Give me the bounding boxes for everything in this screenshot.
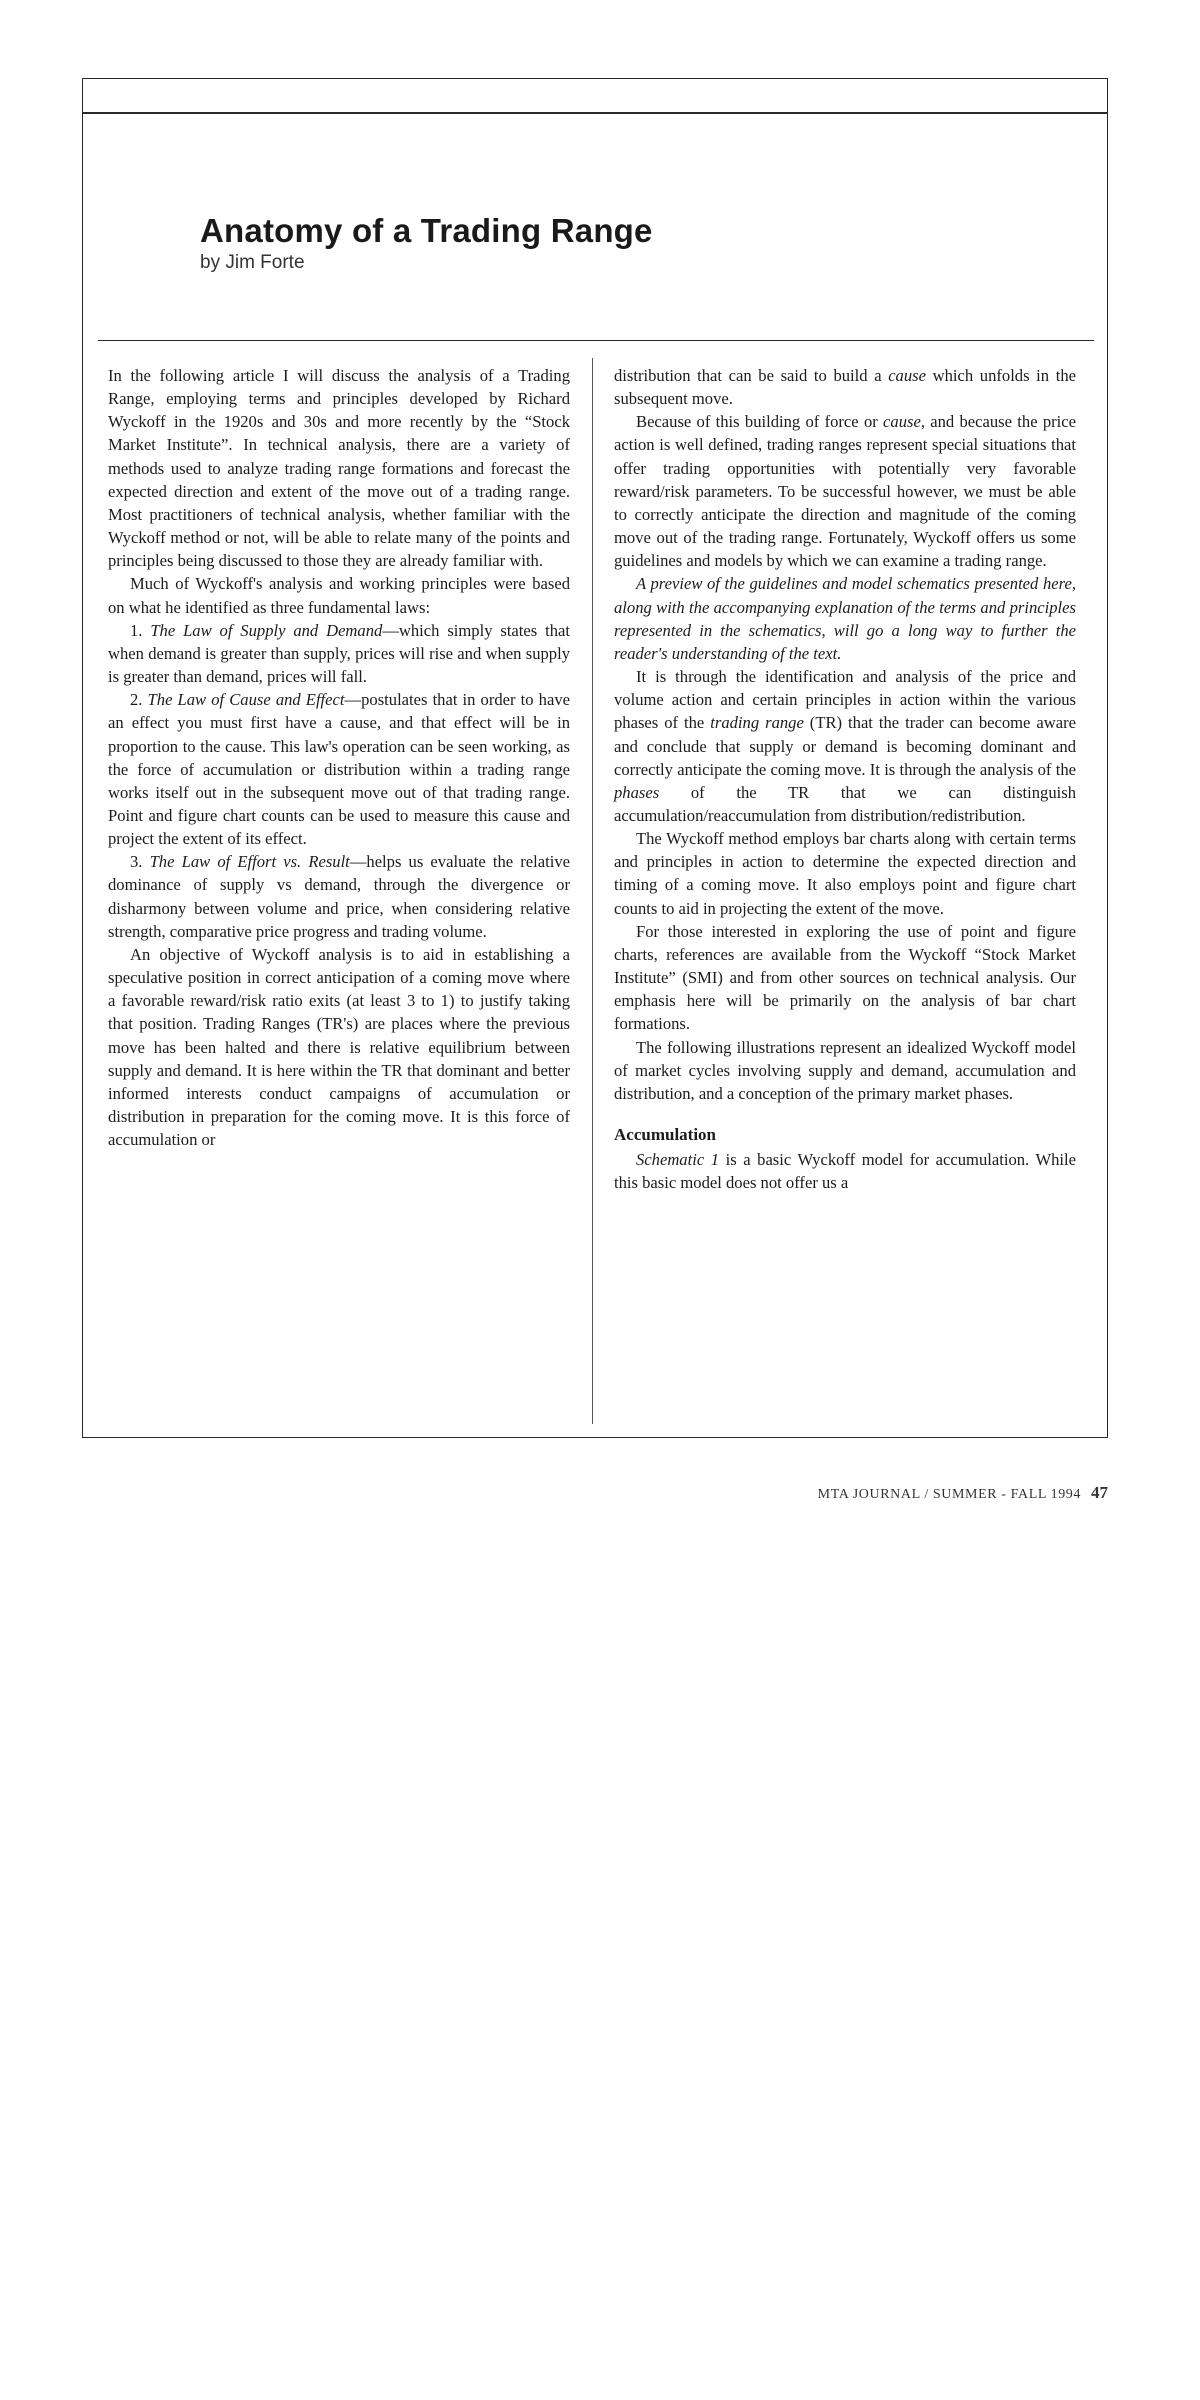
- page-footer: [600, 1483, 1108, 1503]
- law-number: 2.: [130, 690, 148, 710]
- paragraph: The following illustrations represent an idealized Wyckoff model of market cycles involving supply and demand, accumulation and distribution, and a conception of the primary market phases.: [614, 1037, 1076, 1103]
- law-item: [108, 850, 570, 943]
- article-title: Anatomy of a Trading Range: [200, 212, 653, 249]
- section-heading: Accumulation: [614, 1125, 716, 1144]
- column-divider: [592, 358, 593, 1424]
- emphasis: cause: [883, 412, 921, 432]
- header-divider: [98, 340, 1094, 341]
- paragraph: [614, 364, 1076, 410]
- emphasis: trading range: [710, 713, 804, 733]
- emphasis: A preview of the guidelines and model schematics presented here, along with the accompanying explanation of the terms and principles represented in the schematics, will go a long way to further the reader's understanding of the text.: [614, 574, 1076, 663]
- emphasis: cause: [888, 366, 926, 385]
- text-run: (TR) that the trader can become aware and conclude that supply or demand is becoming dominant and correctly anticipate the coming move. It is through the analysis of the: [614, 713, 1076, 779]
- article-byline: by Jim Forte: [200, 252, 305, 273]
- journal-name: MTA JOURNAL / SUMMER - FALL 1994: [817, 1487, 1081, 1502]
- text-run: Because of this building of force or: [636, 412, 884, 432]
- law-number: 3.: [130, 852, 150, 872]
- emphasis: Schematic 1: [636, 1150, 720, 1170]
- law-text: —helps us evaluate the relative dominance of supply vs demand, through the divergence or disharmony between volume and price, when considering relative strength, comparative price progress and trading volume.: [108, 852, 570, 941]
- law-text: —postulates that in order to have an effect you must first have a cause, and that effect will be in proportion to the cause. This law's operation can be seen working, as the force of accumulation or distribution within a trading range works itself out in the subsequent move out of that trading range. Point and figure chart counts can be used to measure this cause and project the extent of its effect.: [108, 690, 571, 849]
- paragraph: An objective of Wyckoff analysis is to aid in establishing a speculative position in correct anticipation of a coming move where a favorable reward/risk ratio exits (at least 3 to 1) to justify taking that position. Trading Ranges (TR's) are places where the previous move has been halted and there is relative equilibrium between supply and demand. It is here within the TR that dominant and better informed interests conduct campaigns of accumulation or distribution in preparation for the coming move. It is this force of accumulation or: [108, 944, 570, 1150]
- left-column: [108, 364, 570, 1151]
- law-text: —which simply states that when demand is greater than supply, prices will rise and when supply is greater than demand, prices will fall.: [108, 620, 570, 687]
- paragraph-italic: [614, 572, 1076, 665]
- law-item: [108, 619, 570, 688]
- law-name: The Law of Cause and Effect: [147, 690, 345, 710]
- page-number: 47: [1091, 1483, 1108, 1502]
- law-name: The Law of Supply and Demand: [150, 620, 383, 640]
- emphasis: phases: [614, 782, 660, 802]
- right-column: [614, 364, 1076, 1194]
- paragraph: Much of Wyckoff's analysis and working principles were based on what he identified as three fundamental laws:: [108, 574, 570, 617]
- text-run: of the TR that we can distinguish accumulation/reaccumulation from distribution/redistribution.: [614, 782, 1076, 825]
- article-header: [200, 212, 900, 274]
- paragraph: [614, 410, 1076, 572]
- text-run: distribution that can be said to build a: [614, 366, 889, 385]
- text-run: , and because the price action is well defined, trading ranges represent special situations that offer trading opportunities with potentially very favorable reward/risk parameters. To be successful however, we must be able to correctly anticipate the direction and magnitude of the coming move out of the trading range. Fortunately, Wyckoff offers us some guidelines and models by which we can examine a trading range.: [614, 412, 1076, 571]
- paragraph: In the following article I will discuss the analysis of a Trading Range, employing terms and principles developed by Richard Wyckoff in the 1920s and 30s and more recently by the “Stock Market Institute”. In technical analysis, there are a variety of methods used to analyze trading range formations and forecast the expected direction and extent of the move out of a trading range. Most practitioners of technical analysis, whether familiar with the Wyckoff method or not, will be able to relate many of the points and principles being discussed to those they are already familiar with.: [108, 366, 570, 571]
- text-run: which unfolds in the subsequent move.: [614, 366, 1076, 409]
- paragraph: [614, 665, 1076, 827]
- text-run: is a basic Wyckoff model for accumulation. While this basic model does not offer us a: [614, 1150, 1076, 1193]
- text-run: It is through the identification and analysis of the price and volume action and certain principles in action within the various phases of the: [614, 667, 1076, 733]
- law-name: The Law of Effort vs. Result: [149, 852, 350, 872]
- paragraph: [614, 1148, 1076, 1194]
- paragraph: The Wyckoff method employs bar charts along with certain terms and principles in action to determine the expected direction and timing of a coming move. It also employs point and figure chart counts to aid in projecting the extent of the move.: [614, 829, 1076, 918]
- law-item: [108, 688, 570, 850]
- top-rule: [82, 112, 1108, 114]
- law-number: 1.: [130, 620, 151, 640]
- paragraph: For those interested in exploring the use of point and figure charts, references are available from the Wyckoff “Stock Market Institute” (SMI) and from other sources on technical analysis. Our emphasis here will be primarily on the analysis of bar chart formations.: [614, 921, 1076, 1034]
